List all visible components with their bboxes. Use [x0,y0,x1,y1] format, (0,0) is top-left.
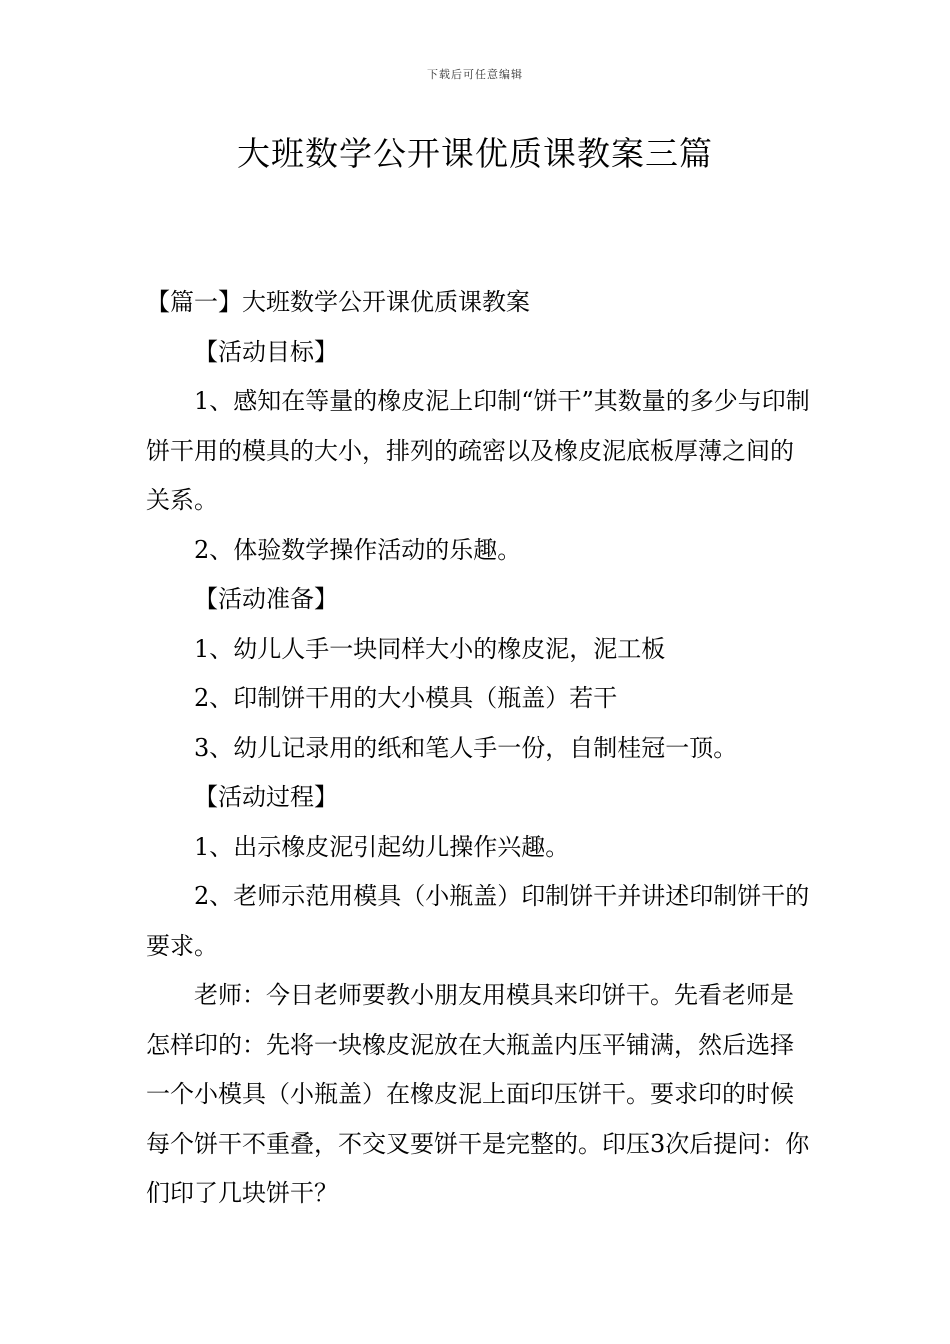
header-note: 下载后可任意编辑 [427,68,523,81]
paragraph-prep-3: 3、幼儿记录用的纸和笔人手一份，自制桂冠一顶。 [194,733,738,762]
document-body [146,278,812,1219]
paragraph-process-1: 1、出示橡皮泥引起幼儿操作兴趣。 [194,832,570,861]
subheading-activity-preparation: 【活动准备】 [194,585,338,613]
document-title: 大班数学公开课优质课教案三篇 [237,134,713,173]
paragraph-prep-1: 1、幼儿人手一块同样大小的橡皮泥，泥工板 [194,634,666,663]
subheading-activity-goals: 【活动目标】 [194,337,338,366]
paragraph-process-2: 2、老师示范用模具（小瓶盖）印制饼干并讲述印制饼干的要求。 [146,882,810,960]
subheading-activity-process: 【活动过程】 [194,783,338,811]
paragraph-prep-2: 2、印制饼干用的大小模具（瓶盖）若干 [194,684,618,712]
paragraph-teacher-speech: 老师：今日老师要教小朋友用模具来印饼干。先看老师是怎样印的：先将一块橡皮泥放在大瓶盖内压平铺满，然后选择一个小模具（小瓶盖）在橡皮泥上面印压饼干。要求印的时候每个饼干不重叠，不交叉要饼干是完整的。印压3次后提问：你们印了几块饼干？ [146,981,810,1207]
section-heading-part-one: 【篇一】大班数学公开课优质课教案 [146,288,530,316]
paragraph-goal-2: 2、体验数学操作活动的乐趣。 [194,535,522,564]
paragraph-goal-1: 1、感知在等量的橡皮泥上印制“饼干”其数量的多少与印制饼干用的模具的大小，排列的疏密以及橡皮泥底板厚薄之间的关系。 [146,387,810,514]
